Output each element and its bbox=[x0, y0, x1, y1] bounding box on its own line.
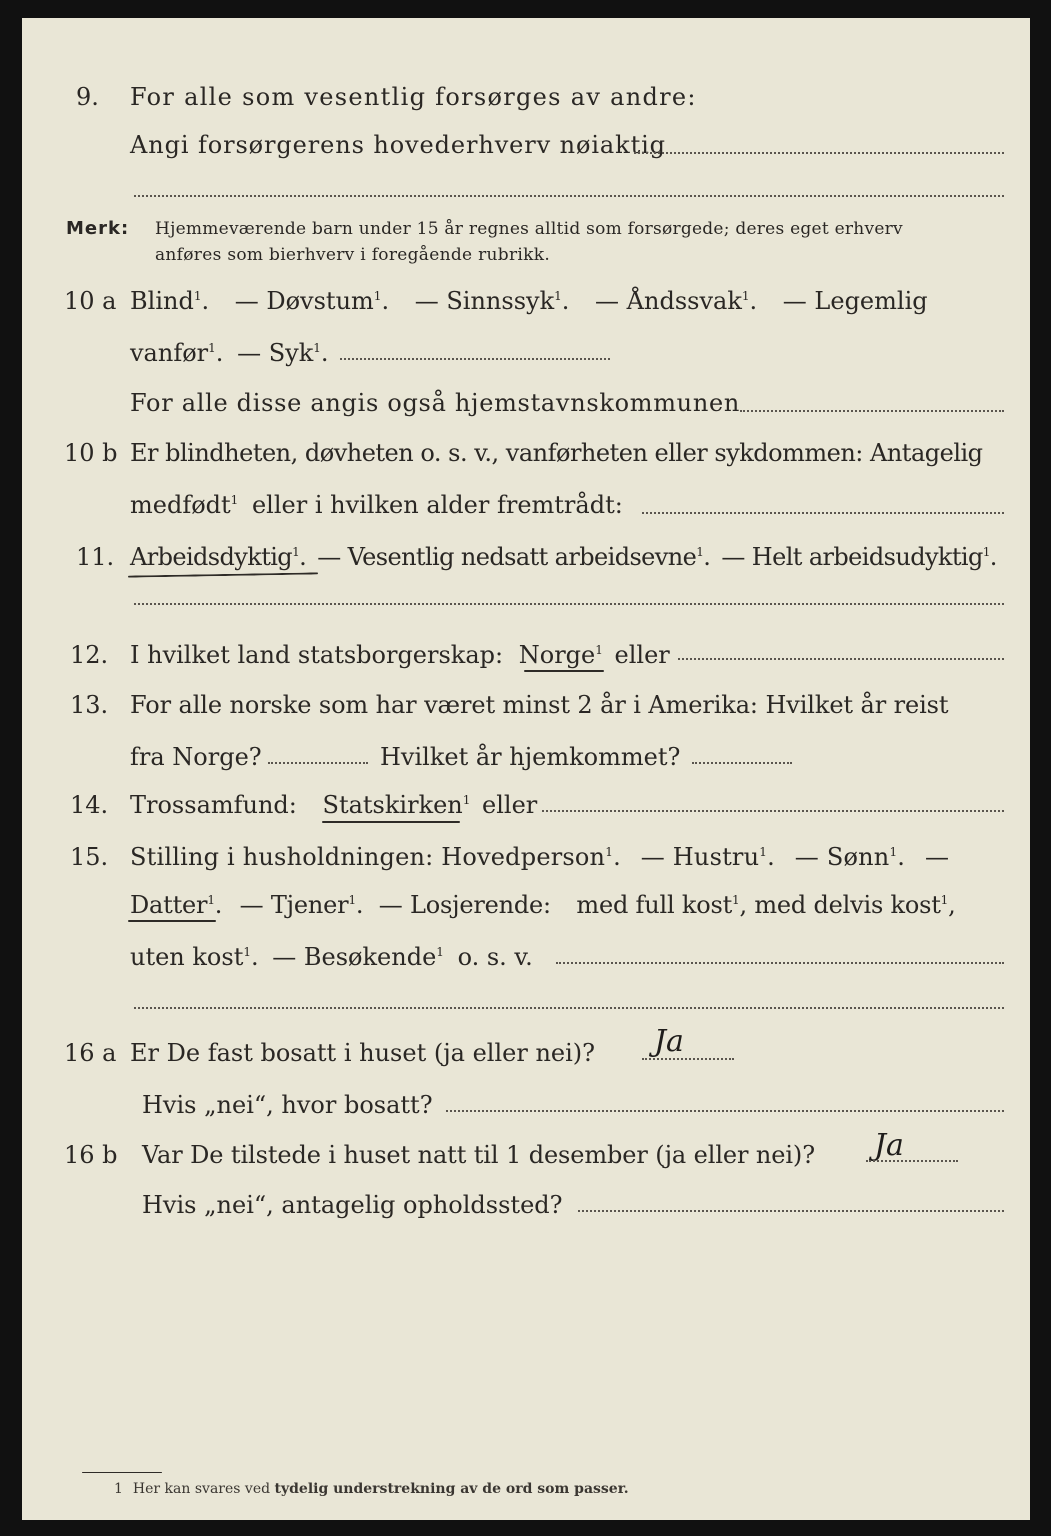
q15-number: 15. bbox=[70, 843, 109, 871]
q16b-line2: Hvis „nei“, antagelig opholdssted? bbox=[142, 1191, 563, 1219]
q16b-number: 16 b bbox=[64, 1141, 118, 1169]
q9-answer-line-2[interactable] bbox=[134, 195, 1004, 197]
q16b-opholdssted-line[interactable] bbox=[578, 1210, 1004, 1212]
q10a-line1: Blind$^1$. — Døvstum$^1$. — Sinnssyk$^1$. — Åndssvak$^1$. — Legemlig bbox=[130, 287, 928, 315]
datter-underline bbox=[128, 920, 216, 922]
q14-line: Trossamfund: Statskirken$^1$ eller bbox=[130, 791, 538, 819]
q13-number: 13. bbox=[70, 691, 109, 719]
q10a-hjemstavn-line[interactable] bbox=[740, 410, 1004, 412]
q13-fra-norge: fra Norge? bbox=[130, 743, 262, 771]
q13-hjemkommet: Hvilket år hjemkommet? bbox=[380, 743, 681, 771]
q11-number: 11. bbox=[76, 543, 115, 571]
q16a-line2: Hvis „nei“, hvor bosatt? bbox=[142, 1091, 433, 1119]
q16b-question: Var De tilstede i huset natt til 1 desember (ja eller nei)? bbox=[142, 1141, 815, 1169]
q16a-question: Er De fast bosatt i huset (ja eller nei)? bbox=[130, 1039, 596, 1067]
q16b-handwritten-answer: Ja bbox=[874, 1128, 904, 1163]
q12-line: I hvilket land statsborgerskap: Norge$^1$ eller bbox=[130, 641, 670, 669]
footnote: 1 Her kan svares ved tydelig understrekning av de ord som passer. bbox=[114, 1481, 629, 1497]
q13-line1: For alle norske som har været minst 2 år i Amerika: Hvilket år reist bbox=[130, 691, 949, 719]
q15-line1: Stilling i husholdningen: Hovedperson$^1$. — Hustru$^1$. — Sønn$^1$. — bbox=[130, 843, 950, 871]
q16a-number: 16 a bbox=[64, 1039, 117, 1067]
q16a-handwritten-answer: Ja bbox=[654, 1024, 684, 1059]
census-form-page bbox=[22, 18, 1030, 1520]
norge-underline bbox=[524, 670, 604, 672]
q13-hjemkommet-line[interactable] bbox=[692, 762, 792, 764]
arbeidsdyktig-underline bbox=[128, 572, 318, 577]
q9-line2: Angi forsørgerens hovederhverv nøiaktig bbox=[130, 131, 666, 159]
merk-line1: Hjemmeværende barn under 15 år regnes alltid som forsørgede; deres eget erhverv bbox=[155, 219, 903, 239]
q14-answer-line[interactable] bbox=[542, 810, 1004, 812]
q10b-number: 10 b bbox=[64, 439, 118, 467]
footnote-rule bbox=[82, 1472, 162, 1473]
q15-answer-line-2[interactable] bbox=[134, 1007, 1004, 1009]
q10b-line1: Er blindheten, døvheten o. s. v., vanførheten eller sykdommen: Antagelig bbox=[130, 439, 983, 467]
q16a-bosatt-line[interactable] bbox=[446, 1110, 1004, 1112]
q16b-answer-line[interactable] bbox=[866, 1160, 958, 1162]
q15-line2: Datter$^1$. — Tjener$^1$. — Losjerende: med full kost$^1$, med delvis kost$^1$, bbox=[130, 891, 956, 919]
q9-answer-line[interactable] bbox=[634, 152, 1004, 154]
q10a-answer-line[interactable] bbox=[340, 358, 610, 360]
q12-number: 12. bbox=[70, 641, 109, 669]
statskirken-underline bbox=[322, 821, 460, 823]
q10a-line3: For alle disse angis også hjemstavnskommunen bbox=[130, 389, 741, 417]
q12-answer-line[interactable] bbox=[678, 658, 1004, 660]
q10b-answer-line[interactable] bbox=[642, 512, 1004, 514]
q10a-line2: vanfør$^1$. — Syk$^1$. bbox=[130, 339, 329, 367]
q14-number: 14. bbox=[70, 791, 109, 819]
q9-line1: For alle som vesentlig forsørges av andre: bbox=[130, 83, 697, 111]
q11-answer-line[interactable] bbox=[134, 603, 1004, 605]
q16a-answer-line[interactable] bbox=[642, 1058, 734, 1060]
q15-answer-line[interactable] bbox=[556, 962, 1004, 964]
q11-line: Arbeidsdyktig$^1$. — Vesentlig nedsatt arbeidsevne$^1$. — Helt arbeidsudyktig$^1$. bbox=[130, 543, 997, 571]
q15-line3: uten kost$^1$. — Besøkende$^1$ o. s. v. bbox=[130, 943, 533, 971]
merk-line2: anføres som bierhverv i foregående rubrikk. bbox=[155, 245, 551, 265]
q9-number: 9. bbox=[76, 83, 99, 111]
merk-label: Merk: bbox=[66, 218, 130, 239]
q10a-number: 10 a bbox=[64, 287, 117, 315]
q10b-line2: medfødt$^1$ eller i hvilken alder fremtrådt: bbox=[130, 491, 623, 519]
q13-reist-line[interactable] bbox=[268, 762, 368, 764]
